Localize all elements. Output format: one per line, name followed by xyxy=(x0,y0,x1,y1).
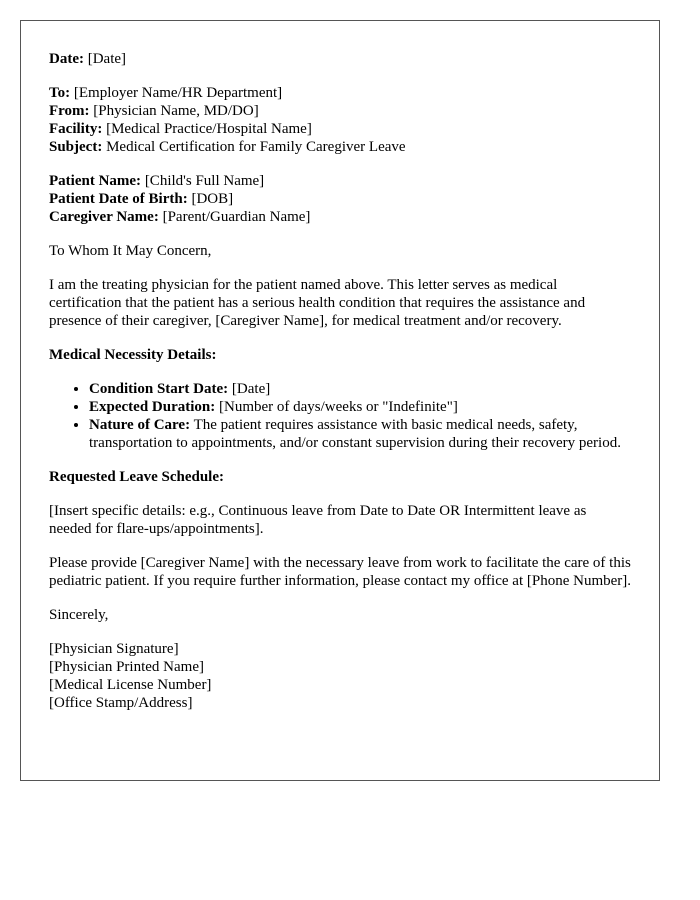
salutation: To Whom It May Concern, xyxy=(49,243,212,259)
request-paragraph: Please provide [Caregiver Name] with the necessary leave from work to facilitate the care of this pediatric patient. If you require further information, please contact my office at [Phone Number]. xyxy=(49,555,632,589)
facility-line xyxy=(49,120,631,138)
patient-dob-value: [DOB] xyxy=(187,191,234,207)
patient-name-label: Patient Name: xyxy=(49,173,142,189)
signature-block xyxy=(49,640,631,712)
schedule-paragraph: [Insert specific details: e.g., Continuous leave from Date to Date OR Intermittent leave as needed for flare-ups/appointments]. xyxy=(49,503,587,537)
list-item xyxy=(89,380,631,398)
expected-duration-label: Expected Duration: xyxy=(89,399,216,415)
subject-label: Subject: xyxy=(49,139,103,155)
list-item xyxy=(89,416,631,452)
subject-value: Medical Certification for Family Caregiver Leave xyxy=(102,139,406,155)
condition-start-label: Condition Start Date: xyxy=(89,381,229,397)
from-line xyxy=(49,102,631,120)
closing: Sincerely, xyxy=(49,607,109,623)
necessity-heading: Medical Necessity Details: xyxy=(49,347,217,363)
list-item xyxy=(89,398,631,416)
facility-value: [Medical Practice/Hospital Name] xyxy=(102,121,312,137)
to-value: [Employer Name/HR Department] xyxy=(70,85,283,101)
caregiver-name-line xyxy=(49,208,631,226)
from-value: [Physician Name, MD/DO] xyxy=(89,103,259,119)
date-value: [Date] xyxy=(83,51,127,67)
caregiver-name-label: Caregiver Name: xyxy=(49,209,159,225)
physician-printed-name: [Physician Printed Name] xyxy=(49,659,204,675)
date-line xyxy=(49,50,631,68)
office-stamp-address: [Office Stamp/Address] xyxy=(49,695,193,711)
expected-duration-value: [Number of days/weeks or "Indefinite"] xyxy=(215,399,458,415)
nature-of-care-label: Nature of Care: xyxy=(89,417,191,433)
schedule-heading: Requested Leave Schedule: xyxy=(49,469,224,485)
patient-dob-label: Patient Date of Birth: xyxy=(49,191,188,207)
subject-line xyxy=(49,138,631,156)
intro-paragraph: I am the treating physician for the patient named above. This letter serves as medical certification that the patient has a serious health condition that requires the assistance and presence of their caregiver, [Caregiver Name], for medical treatment and/or recovery. xyxy=(49,277,586,329)
patient-dob-line xyxy=(49,190,631,208)
to-line xyxy=(49,84,631,102)
physician-signature: [Physician Signature] xyxy=(49,641,179,657)
patient-block xyxy=(49,172,631,226)
patient-name-value: [Child's Full Name] xyxy=(141,173,265,189)
facility-label: Facility: xyxy=(49,121,103,137)
nature-of-care-value: The patient requires assistance with basic medical needs, safety, transportation to appointments, and/or constant supervision during their recovery period. xyxy=(89,417,621,451)
letter-document xyxy=(20,20,660,781)
medical-license-number: [Medical License Number] xyxy=(49,677,212,693)
patient-name-line xyxy=(49,172,631,190)
condition-start-value: [Date] xyxy=(228,381,271,397)
from-label: From: xyxy=(49,103,90,119)
header-block xyxy=(49,84,631,156)
caregiver-name-value: [Parent/Guardian Name] xyxy=(158,209,311,225)
to-label: To: xyxy=(49,85,71,101)
date-label: Date: xyxy=(49,51,84,67)
necessity-list xyxy=(49,380,631,452)
